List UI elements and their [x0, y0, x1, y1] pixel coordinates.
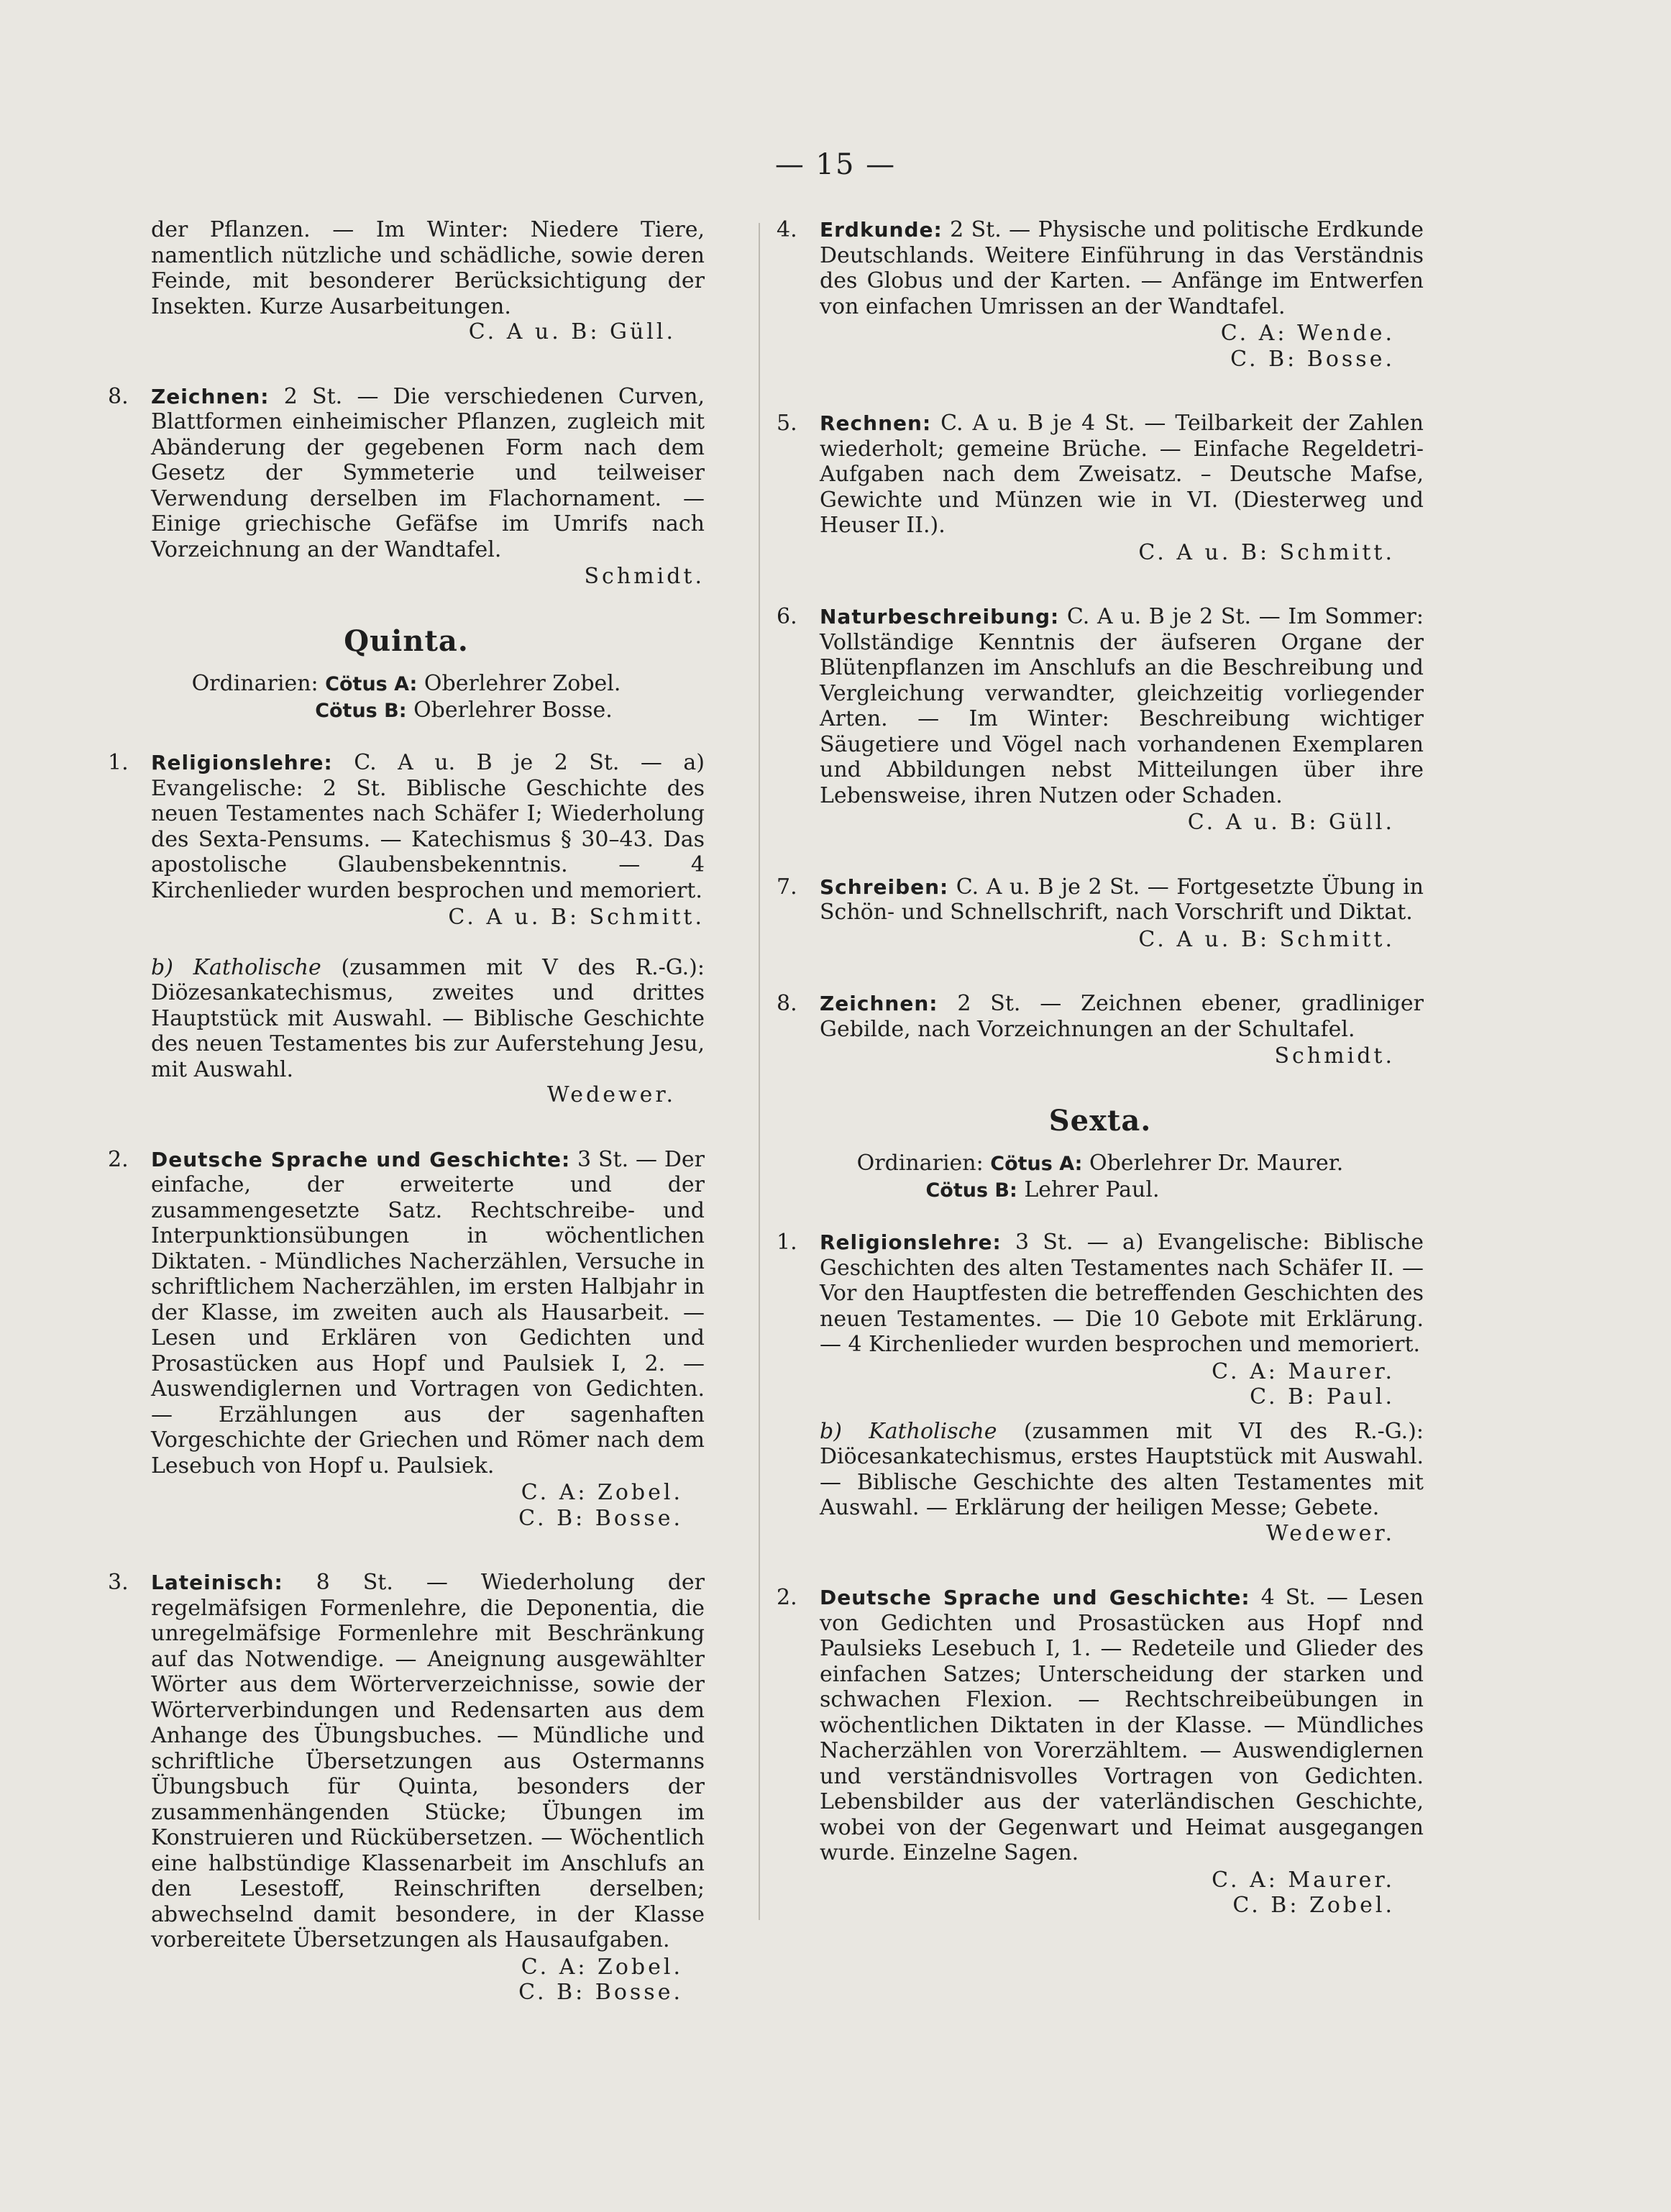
- item-number: 1.: [777, 1230, 797, 1255]
- quinta-rechnen: [777, 411, 1424, 565]
- item-text: C. A u. B je 2 St. — a) Evangelische: 2 St. Biblische Geschichte des neuen Testamentes nach Schäfer I; Wiederholung des Sexta-Pensums. — Katechismus § 30–43. Das apostolische Glaubensbekenntnis. — 4 Kirchenlieder wurden besprochen und memoriert.: [151, 750, 705, 903]
- teacher-signature-b: C. B: Bosse.: [1230, 346, 1395, 372]
- item-text: 2 St. — Die verschiedenen Curven, Blattformen einheimischer Pflanzen, zugleich mit Abänderung der gegebenen Form nach dem Gesetz der Symmeterie und teilweiser Verwendung derselben im Flachornament. — Einige griechische Gefäfse im Umrifs nach Vorzeichnung an der Wandtafel.: [151, 383, 705, 562]
- subject-heading: Schreiben:: [820, 874, 949, 899]
- item-body: [820, 1230, 1424, 1358]
- intro-signature: C. A u. B: Güll.: [468, 319, 676, 344]
- subject-heading: Erdkunde:: [820, 218, 943, 242]
- page-number: — 15 —: [774, 148, 897, 181]
- item-number: 8.: [108, 383, 129, 409]
- item-text: (zusammen mit VI des R.-G.): Diöcesankatechismus, erstes Hauptstück mit Auswahl. — Biblische Geschichte des alten Testamentes mit Auswahl. — Erklärung der heiligen Messe; Gebete.: [820, 1418, 1424, 1520]
- item-number: 2.: [108, 1146, 129, 1172]
- item-text: (zusammen mit V des R.-G.): Diözesankatechismus, zweites und drittes Hauptstück mit Auswahl. — Biblische Geschichte des neuen Testamentes bis zur Auferstehung Jesu, mit Auswahl.: [151, 954, 705, 1082]
- teacher-signature: Wedewer.: [1265, 1520, 1395, 1546]
- teacher-signature: Schmidt.: [584, 564, 705, 589]
- item-body: [151, 750, 705, 903]
- item-body: [151, 1570, 705, 1953]
- right-column: [777, 217, 1424, 1957]
- subject-heading: Religionslehre:: [151, 751, 333, 774]
- denomination-label: b) Katholische: [820, 1418, 997, 1444]
- quinta-deutsch: [108, 1147, 705, 1532]
- ordinarien-sexta: [777, 1151, 1424, 1204]
- item-body: [820, 991, 1424, 1042]
- item-text: 8 St. — Wiederholung der regelmäfsigen Formenlehre, die Deponentia, die unregelmäfsige Formenlehre mit Beschränkung auf das Notwendige. — Aneignung ausgewählter Wörter aus dem Wörterverzeichnisse, sowie der Wörterverbindungen und Redensarten aus dem Anhange des Übungsbuches. — Mündliche und schriftliche Übersetzungen aus Ostermanns Übungsbuch für Quinta, besonders der zusammenhängenden Stücke; Übungen im Konstruieren und Rückübersetzen. — Wöchentlich eine halbstündige Klassenarbeit im Anschlufs an den Lesestoff, Reinschriften derselben; abwechselnd damit besondere, in der Klasse vorbereitete Übersetzungen als Hausaufgaben.: [151, 1570, 705, 1952]
- teacher-signature-a: C. A: Wende.: [1220, 321, 1395, 346]
- item-text: 2 St. — Zeichnen ebener, gradliniger Gebilde, nach Vorzeichnungen an der Schultafel.: [820, 991, 1424, 1042]
- subject-heading: Naturbeschreibung:: [820, 605, 1060, 629]
- item-number: 8.: [777, 991, 797, 1016]
- sexta-religion-katholisch: [777, 1419, 1424, 1547]
- item-number: 1.: [108, 750, 129, 775]
- quinta-schreiben: [777, 874, 1424, 953]
- teacher-signature-b: C. B: Zobel.: [1232, 1893, 1395, 1918]
- item-body: [820, 874, 1424, 926]
- item-text: C. A u. B je 4 St. — Teilbarkeit der Zahlen wiederholt; gemeine Brüche. — Einfache Regeldetri-Aufgaben nach dem Zweisatz. – Deutsche Mafse, Gewichte und Münzen wie in VI. (Diesterweg und Heuser II.).: [820, 411, 1424, 538]
- teacher-signature-b: C. B: Bosse.: [518, 1980, 683, 2005]
- item-number: 2.: [777, 1585, 797, 1610]
- item-text: 4 St. — Lesen von Gedichten und Prosastücken aus Hopf nnd Paulsieks Lesebuch I, 1. — Redeteile und Glieder des einfachen Satzes; Unterscheidung der starken und schwachen Flexion. — Rechtschreibeübungen in wöchentlichen Diktaten in der Klasse. — Mündliches Nacherzählen von Vorerzähltem. — Auswendiglernen und verständnisvolles Vortragen von Gedichten. Lebensbilder aus der vaterländischen Geschichte, wobei von der Gegenwart und Heimat ausgegangen wurde. Einzelne Sagen.: [820, 1585, 1424, 1865]
- item-number: 3.: [108, 1570, 129, 1595]
- teacher-signature: C. A u. B: Schmitt.: [448, 905, 705, 930]
- column-divider: [759, 223, 760, 1920]
- quinta-erdkunde: [777, 217, 1424, 372]
- teacher-signature: C. A u. B: Güll.: [1187, 810, 1395, 835]
- cotus-b-label: Cötus B:: [925, 1179, 1017, 1202]
- teacher-signature-a: C. A: Maurer.: [1212, 1867, 1395, 1893]
- section-title-quinta: Quinta.: [344, 623, 469, 658]
- item-text: C. A u. B je 2 St. — Im Sommer: Vollständige Kenntnis der äufseren Organe der Blütenpflanzen im Anschlufs an die Beschreibung und Vergleichung verwandter, gleichzeitig vorliegender Arten. — Im Winter: Beschreibung wichtiger Säugetiere und Vögel nach vorhandenen Exemplaren und Abbildungen nebst Mitteilungen über ihre Lebensweise, ihren Nutzen oder Schaden.: [820, 604, 1424, 808]
- quinta-naturbeschreibung: [777, 604, 1424, 836]
- subject-heading: Zeichnen:: [820, 992, 938, 1015]
- item-body: [151, 384, 705, 563]
- teacher-signature: C. A u. B: Schmitt.: [1138, 539, 1395, 565]
- item-text: 2 St. — Physische und politische Erdkunde Deutschlands. Weitere Einführung in das Verständnis des Globus und der Karten. — Anfänge im Entwerfen von einfachen Umrissen an der Wandtafel.: [820, 217, 1424, 319]
- item-body: [820, 1419, 1424, 1521]
- sexta-religion: [777, 1230, 1424, 1410]
- subject-heading: Zeichnen:: [151, 384, 270, 408]
- item-text: C. A u. B je 2 St. — Fortgesetzte Übung in Schön- und Schnellschrift, nach Vorschrift und Diktat.: [820, 874, 1424, 925]
- section-title-sexta: Sexta.: [1048, 1103, 1152, 1138]
- subject-heading: Deutsche Sprache und Geschichte:: [820, 1586, 1250, 1609]
- subject-heading: Lateinisch:: [151, 1571, 283, 1594]
- item-body: [820, 1585, 1424, 1866]
- teacher-signature-a: C. A: Maurer.: [1212, 1358, 1395, 1384]
- teacher-signature-b: C. B: Bosse.: [518, 1505, 683, 1531]
- cotus-a-teacher: Oberlehrer Dr. Maurer.: [1089, 1151, 1344, 1176]
- sexta-deutsch: [777, 1585, 1424, 1919]
- intro-text: der Pflanzen. — Im Winter: Niedere Tiere, namentlich nützliche und schädliche, sowie deren Feinde, mit besonderer Berücksichtigung der Insekten. Kurze Ausarbeitungen.: [151, 217, 705, 319]
- subject-heading: Religionslehre:: [820, 1230, 1002, 1254]
- cotus-b-teacher: Lehrer Paul.: [1024, 1177, 1160, 1202]
- ordinarien-quinta: [108, 671, 705, 724]
- quinta-religion: [108, 750, 705, 931]
- teacher-signature: C. A u. B: Schmitt.: [1138, 926, 1395, 952]
- item-text: 3 St. — a) Evangelische: Biblische Geschichten des alten Testamentes nach Schäfer II. — Vor den Hauptfesten die betreffenden Geschichten des neuen Testamentes. — Die 10 Gebote mit Erklärung. — 4 Kirchenlieder wurden besprochen und memoriert.: [820, 1230, 1424, 1357]
- teacher-signature-a: C. A: Zobel.: [521, 1480, 683, 1505]
- ordinarien-label: Ordinarien:: [856, 1151, 984, 1176]
- item-text: 3 St. — Der einfache, der erweiterte und der zusammengesetzte Satz. Rechtschreibe- und Interpunktionsübungen in wöchentlichen Diktaten. - Mündliches Nacherzählen, Versuche in schriftlichem Nacherzählen, im ersten Halbjahr in der Klasse, im zweiten auch als Hausarbeit. — Lesen und Erklären von Gedichten und Prosastücken aus Hopf und Paulsiek I, 2. — Auswendiglernen und Vortragen von Gedichten. — Erzählungen aus der sagenhaften Vorgeschichte der Griechen und Römer nach dem Lesebuch von Hopf u. Paulsiek.: [151, 1146, 705, 1479]
- quinta-latein: [108, 1570, 705, 2006]
- cotus-b-teacher: Oberlehrer Bosse.: [413, 698, 613, 723]
- item-body: [151, 955, 705, 1083]
- cotus-a-label: Cötus A:: [325, 673, 418, 695]
- ordinarien-label: Ordinarien:: [191, 671, 319, 696]
- denomination-label: b) Katholische: [151, 954, 321, 980]
- item-number: 7.: [777, 874, 797, 900]
- subject-heading: Deutsche Sprache und Geschichte:: [151, 1147, 571, 1171]
- item-number: 5.: [777, 411, 797, 436]
- item-number: 4.: [777, 217, 797, 242]
- cotus-a-teacher: Oberlehrer Zobel.: [424, 671, 621, 696]
- item-body: [820, 411, 1424, 539]
- cotus-a-label: Cötus A:: [990, 1153, 1083, 1175]
- quinta-zeichnen: [777, 991, 1424, 1069]
- item-body: [820, 604, 1424, 808]
- quarta-zeichnen: [108, 384, 705, 590]
- subject-heading: Rechnen:: [820, 411, 932, 435]
- item-body: [151, 1147, 705, 1479]
- intro-paragraph: [108, 217, 705, 345]
- teacher-signature: Wedewer.: [546, 1082, 676, 1107]
- teacher-signature-b: C. B: Paul.: [1250, 1384, 1395, 1409]
- teacher-signature-a: C. A: Zobel.: [521, 1954, 683, 1980]
- teacher-signature: Schmidt.: [1274, 1043, 1395, 1069]
- quinta-religion-katholisch: [108, 955, 705, 1108]
- left-column: [108, 217, 705, 2044]
- cotus-b-label: Cötus B:: [315, 700, 407, 722]
- item-body: [820, 217, 1424, 319]
- item-number: 6.: [777, 604, 797, 629]
